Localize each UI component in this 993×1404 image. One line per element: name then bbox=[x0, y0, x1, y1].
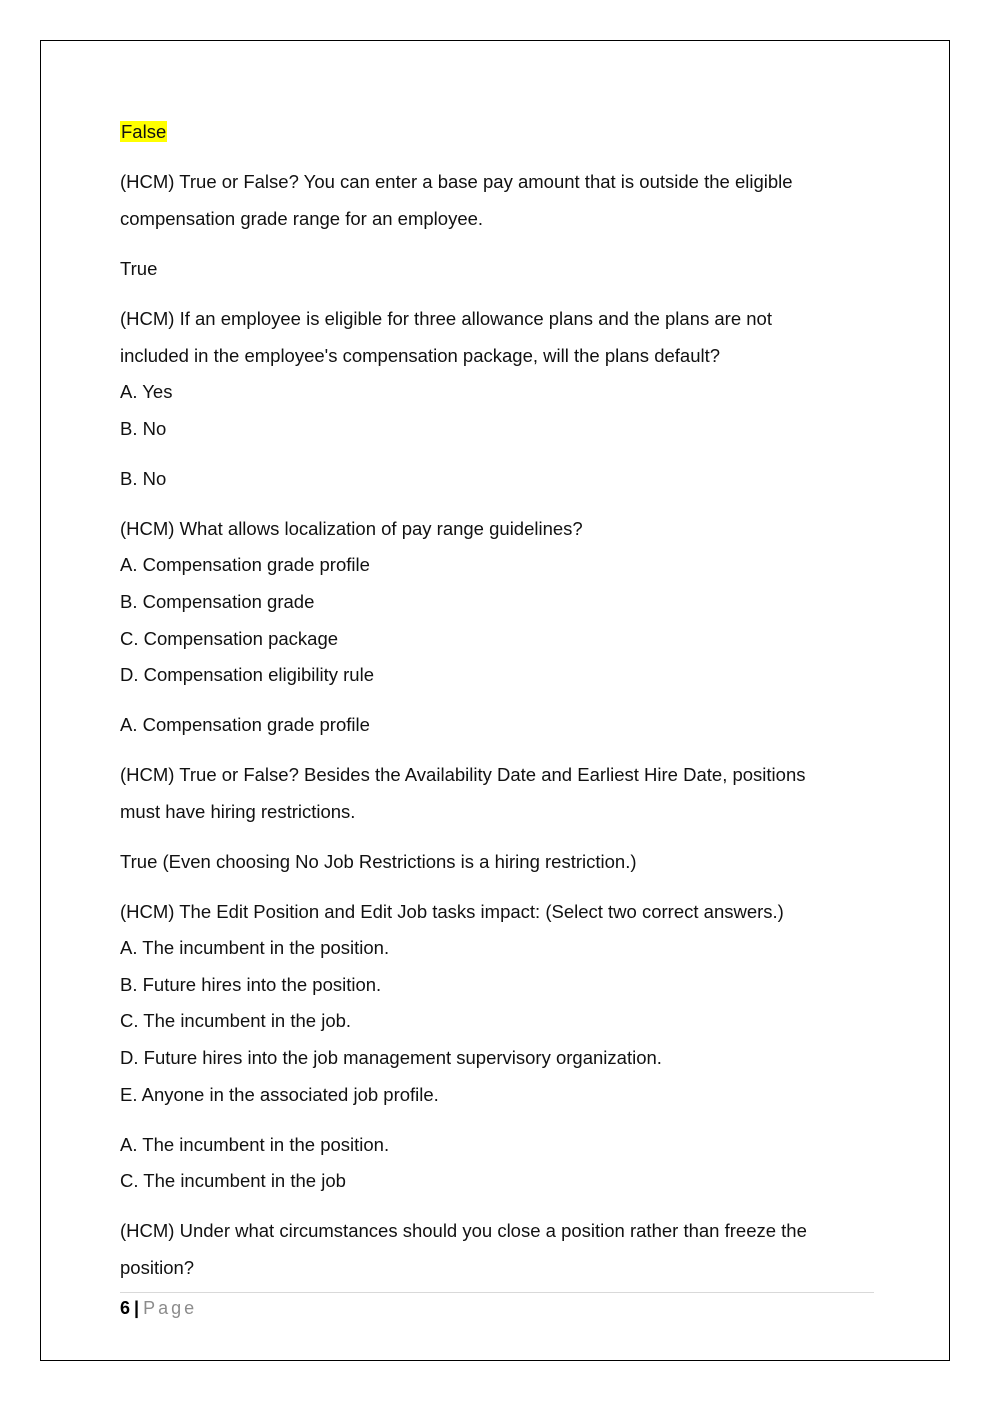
footer-divider bbox=[120, 1292, 874, 1293]
question-line: included in the employee's compensation package, will the plans default? bbox=[120, 345, 721, 366]
option-line: B. Compensation grade bbox=[120, 591, 315, 612]
option-line: A. The incumbent in the position. bbox=[120, 937, 390, 958]
answer-line: B. No bbox=[120, 468, 167, 489]
question-line: (HCM) What allows localization of pay range guidelines? bbox=[120, 518, 583, 539]
footer-separator: | bbox=[134, 1298, 140, 1318]
option-line: D. Future hires into the job management supervisory organization. bbox=[120, 1047, 662, 1068]
answer-line: True (Even choosing No Job Restrictions is a hiring restriction.) bbox=[120, 851, 637, 872]
page-border bbox=[40, 40, 950, 1361]
answer-line: A. Compensation grade profile bbox=[120, 714, 370, 735]
question-line: compensation grade range for an employee. bbox=[120, 208, 484, 229]
option-line: E. Anyone in the associated job profile. bbox=[120, 1084, 439, 1105]
answer-line bbox=[120, 120, 167, 144]
option-line: B. Future hires into the position. bbox=[120, 974, 382, 995]
question-line: (HCM) True or False? You can enter a base pay amount that is outside the eligible bbox=[120, 171, 793, 192]
option-line: C. Compensation package bbox=[120, 628, 339, 649]
option-line: C. The incumbent in the job. bbox=[120, 1010, 352, 1031]
highlighted-answer: False bbox=[121, 121, 167, 142]
option-line: A. Compensation grade profile bbox=[120, 554, 370, 575]
answer-line: A. The incumbent in the position. bbox=[120, 1134, 390, 1155]
question-line: (HCM) The Edit Position and Edit Job tasks impact: (Select two correct answers.) bbox=[120, 901, 784, 922]
option-line: B. No bbox=[120, 418, 167, 439]
question-line: (HCM) If an employee is eligible for three allowance plans and the plans are not bbox=[120, 308, 772, 329]
answer-line: True bbox=[120, 258, 158, 279]
question-line: must have hiring restrictions. bbox=[120, 801, 356, 822]
question-line: (HCM) True or False? Besides the Availability Date and Earliest Hire Date, positions bbox=[120, 764, 806, 785]
option-line: A. Yes bbox=[120, 381, 173, 402]
option-line: D. Compensation eligibility rule bbox=[120, 664, 374, 685]
page-number: 6 bbox=[120, 1298, 131, 1318]
answer-line: C. The incumbent in the job bbox=[120, 1170, 346, 1191]
question-line: position? bbox=[120, 1257, 195, 1278]
page-word: Page bbox=[143, 1298, 198, 1318]
question-line: (HCM) Under what circumstances should you close a position rather than freeze the bbox=[120, 1220, 807, 1241]
page-footer bbox=[120, 1296, 197, 1320]
